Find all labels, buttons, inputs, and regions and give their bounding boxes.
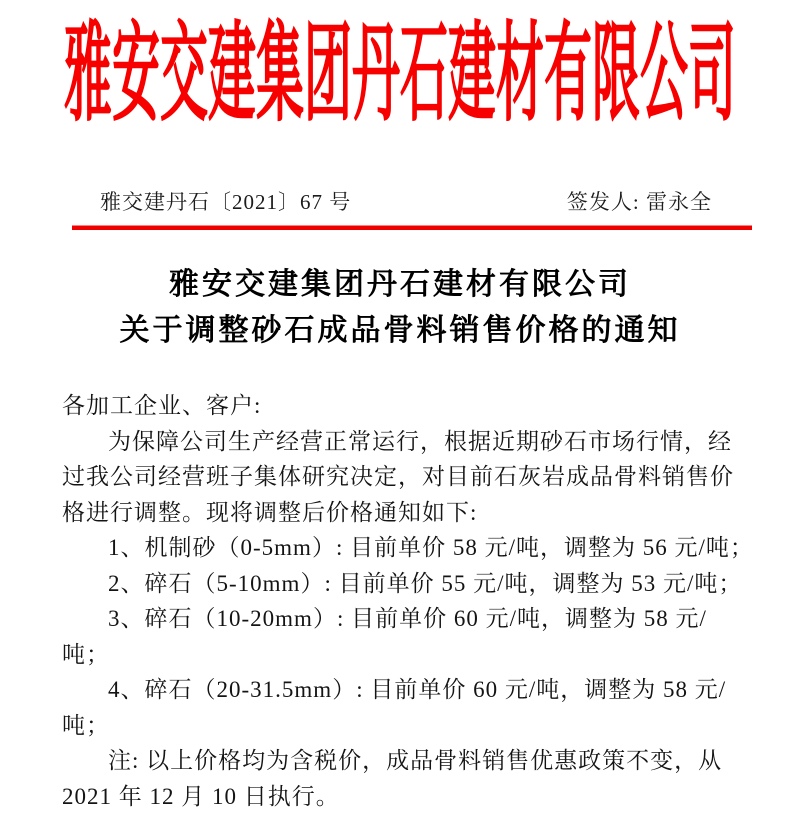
- body-line: 4、碎石（20-31.5mm）: 目前单价 60 元/吨，调整为 58 元/: [108, 677, 727, 702]
- body-line: 为保障公司生产经营正常运行，根据近期砂石市场行情，经: [108, 428, 732, 454]
- doc-info-row: [72, 188, 752, 216]
- doc-number: 雅交建丹石〔2021〕67 号: [100, 190, 352, 214]
- body-line: 过我公司经营班子集体研究决定，对目前石灰岩成品骨料销售价: [62, 464, 734, 489]
- issuer-name: 签发人: 雷永全: [566, 190, 712, 214]
- notice-title-line2: 关于调整砂石成品骨料销售价格的通知: [119, 314, 681, 347]
- body-line: 1、机制砂（0-5mm）: 目前单价 58 元/吨，调整为 56 元/吨；: [108, 535, 754, 560]
- company-masthead: 雅安交建集团丹石建材有限公司: [63, 15, 736, 135]
- notice-title: [0, 262, 800, 354]
- body-line: 2021 年 12 月 10 日执行。: [62, 783, 340, 809]
- body-line: 3、碎石（10-20mm）: 目前单价 60 元/吨，调整为 58 元/: [108, 606, 707, 631]
- notice-title-line1: 雅安交建集团丹石建材有限公司: [169, 268, 631, 301]
- body-line: 吨；: [62, 641, 110, 667]
- body-line: 2、碎石（5-10mm）: 目前单价 55 元/吨，调整为 53 元/吨；: [108, 570, 743, 596]
- red-divider-rule: [72, 226, 752, 230]
- document-body: [62, 388, 754, 814]
- body-line: 注: 以上价格均为含税价，成品骨料销售优惠政策不变，从: [108, 748, 723, 773]
- body-line: 格进行调整。现将调整后价格通知如下:: [62, 499, 478, 525]
- body-line: 吨；: [62, 712, 110, 738]
- body-line: 各加工企业、客户:: [62, 393, 262, 418]
